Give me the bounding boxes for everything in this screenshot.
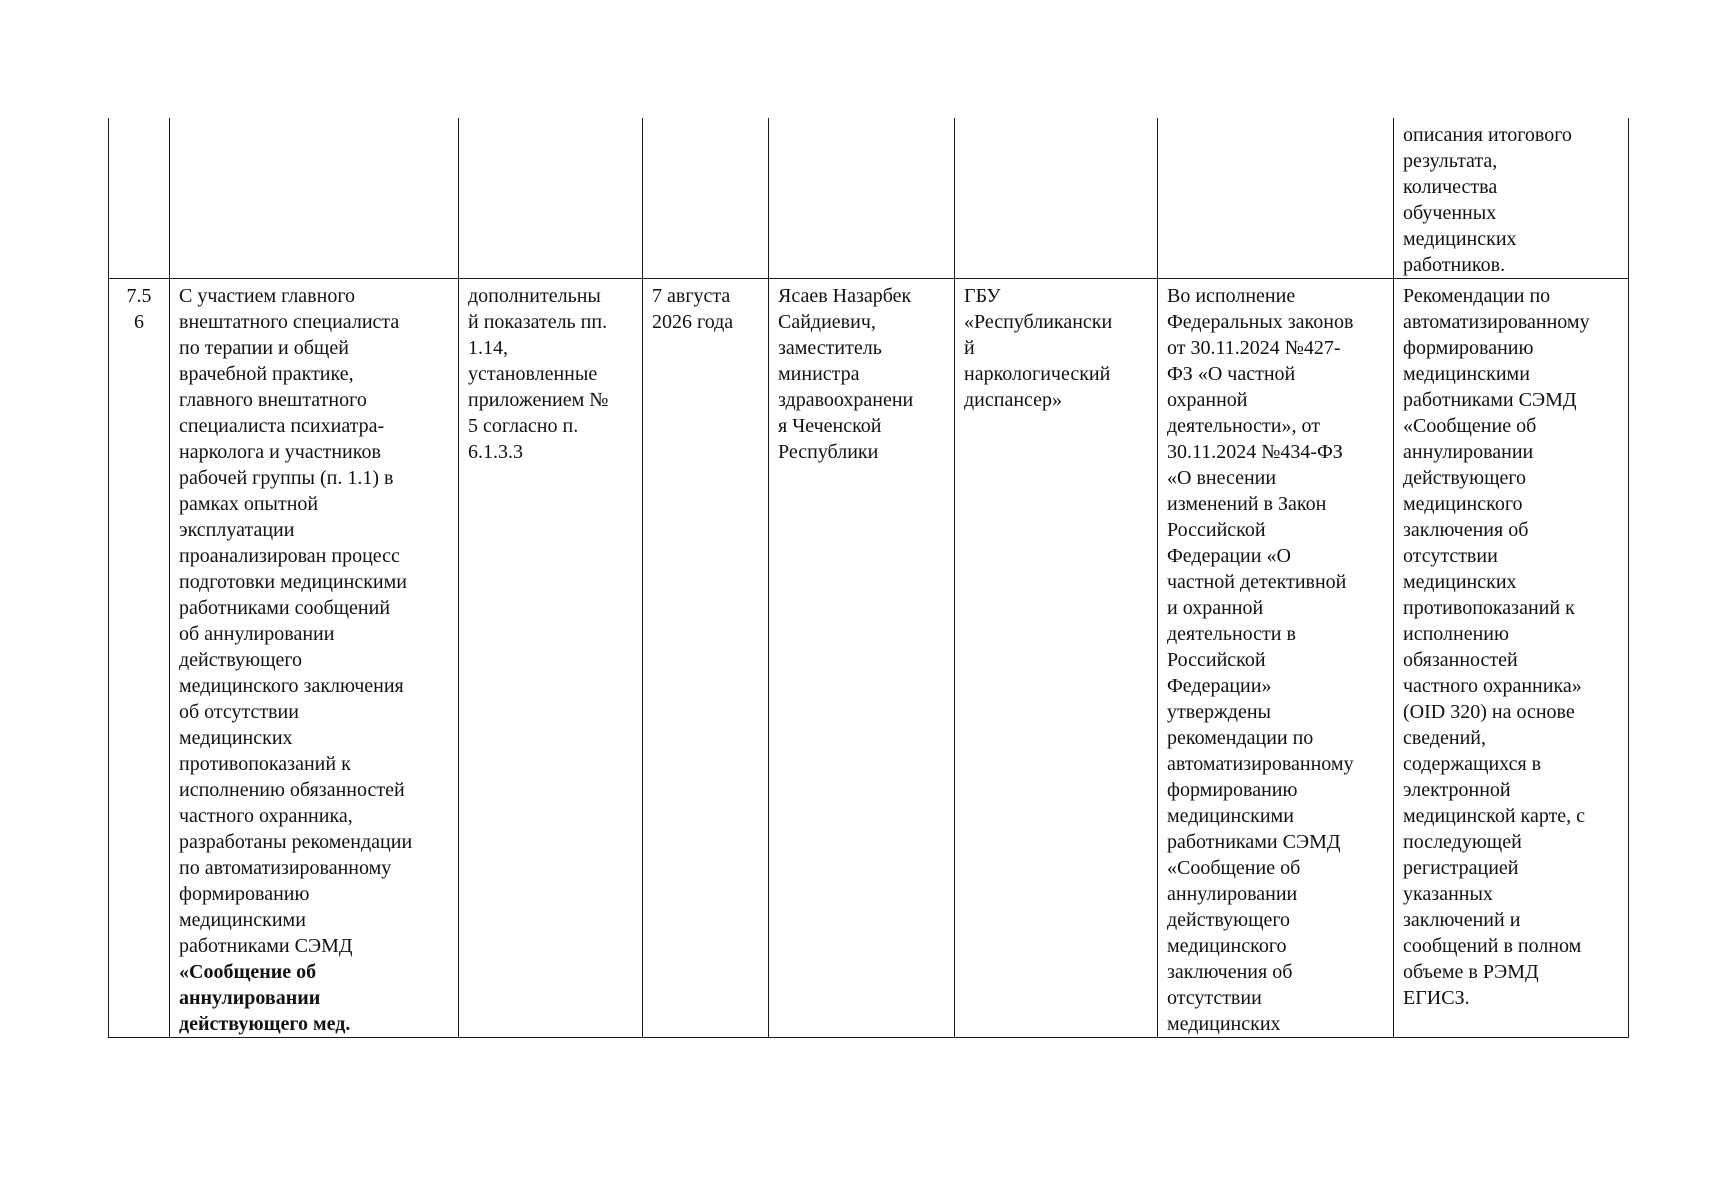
text-line: действующего bbox=[1403, 467, 1527, 489]
text-line: аннулировании bbox=[179, 987, 321, 1009]
cell-indicator bbox=[459, 279, 643, 1038]
text-line: здравоохранени bbox=[778, 389, 914, 411]
text-line: противопоказаний к bbox=[179, 753, 351, 775]
text-line: заключения об bbox=[1167, 961, 1293, 983]
text-line: приложением № bbox=[468, 389, 609, 411]
cell-result-continuation bbox=[1394, 118, 1629, 279]
text-line: формированию bbox=[1167, 779, 1298, 801]
text-line: результата, bbox=[1403, 150, 1498, 172]
cell-organization bbox=[955, 279, 1158, 1038]
cell-basis bbox=[1158, 279, 1394, 1038]
text-line: Федерации «О bbox=[1167, 545, 1291, 567]
text-line: регистрацией bbox=[1403, 857, 1519, 879]
text-line: деятельности», от bbox=[1167, 415, 1320, 437]
text-line: 1.14, bbox=[468, 337, 508, 359]
text-line: указанных bbox=[1403, 883, 1493, 905]
text-line: «Республикански bbox=[964, 311, 1113, 333]
text-line: и охранной bbox=[1167, 597, 1264, 619]
text-line: формированию bbox=[179, 883, 310, 905]
text-line: отсутствии bbox=[1403, 545, 1498, 567]
text-line: Федерации» bbox=[1167, 675, 1272, 697]
text-line: й показатель пп. bbox=[468, 311, 608, 333]
cell-basis-empty bbox=[1158, 118, 1394, 279]
text-line: медицинскими bbox=[1167, 805, 1294, 827]
text-line: Российской bbox=[1167, 519, 1266, 541]
cell-indicator-empty bbox=[459, 118, 643, 279]
text-line: работников. bbox=[1403, 254, 1506, 276]
text-line: «Сообщение об bbox=[1167, 857, 1301, 879]
text-line: от 30.11.2024 №427- bbox=[1167, 337, 1341, 359]
text-line: изменений в Закон bbox=[1167, 493, 1327, 515]
text-line: по автоматизированному bbox=[179, 857, 392, 879]
text-line: утверждены bbox=[1167, 701, 1271, 723]
text-line: рамках опытной bbox=[179, 493, 319, 515]
text-line: медицинского bbox=[1167, 935, 1287, 957]
text-line: сведений, bbox=[1403, 727, 1486, 749]
table-row-7-5-6 bbox=[109, 279, 1629, 1038]
text-line: действующего мед. bbox=[179, 1013, 351, 1035]
text-line: по терапии и общей bbox=[179, 337, 349, 359]
text-line: Республики bbox=[778, 441, 879, 463]
text-line: обязанностей bbox=[1403, 649, 1518, 671]
cell-number-empty bbox=[109, 118, 170, 279]
text-line: 7.5 bbox=[126, 285, 152, 307]
text-line: врачебной практике, bbox=[179, 363, 354, 385]
text-line: работниками СЭМД bbox=[1167, 831, 1341, 853]
text-line: установленные bbox=[468, 363, 598, 385]
text-line: работниками СЭМД bbox=[1403, 389, 1577, 411]
text-line: автоматизированному bbox=[1167, 753, 1354, 775]
text-line: действующего bbox=[1167, 909, 1291, 931]
text-line: Сайдиевич, bbox=[778, 311, 876, 333]
text-line: 6 bbox=[134, 311, 144, 333]
text-line: эксплуатации bbox=[179, 519, 295, 541]
text-line: содержащихся в bbox=[1403, 753, 1542, 775]
text-line: количества bbox=[1403, 176, 1498, 198]
description-bold-text bbox=[179, 959, 449, 1037]
cell-date-empty bbox=[643, 118, 769, 279]
text-line: диспансер» bbox=[964, 389, 1063, 411]
text-line: описания итогового bbox=[1403, 124, 1572, 146]
text-line: специалиста психиатра- bbox=[179, 415, 385, 437]
text-line: частного охранника» bbox=[1403, 675, 1582, 697]
text-line: медицинскими bbox=[179, 909, 306, 931]
text-line: действующего bbox=[179, 649, 303, 671]
text-line: Рекомендации по bbox=[1403, 285, 1551, 307]
text-line: заключения об bbox=[1403, 519, 1529, 541]
cell-responsible bbox=[769, 279, 955, 1038]
text-line: медицинской карте, с bbox=[1403, 805, 1586, 827]
text-line: ГБУ bbox=[964, 285, 1001, 307]
text-line: деятельности в bbox=[1167, 623, 1296, 645]
text-line: 5 согласно п. bbox=[468, 415, 579, 437]
cell-description-empty bbox=[170, 118, 459, 279]
text-line: разработаны рекомендации bbox=[179, 831, 413, 853]
text-line: подготовки медицинскими bbox=[179, 571, 407, 593]
text-line: электронной bbox=[1403, 779, 1511, 801]
cell-organization-empty bbox=[955, 118, 1158, 279]
text-line: обученных bbox=[1403, 202, 1497, 224]
text-line: последующей bbox=[1403, 831, 1522, 853]
text-line: медицинскими bbox=[1403, 363, 1530, 385]
text-line: С участием главного bbox=[179, 285, 356, 307]
cell-result bbox=[1394, 279, 1629, 1038]
text-line: Ясаев Назарбек bbox=[778, 285, 912, 307]
text-line: внештатного специалиста bbox=[179, 311, 400, 333]
text-line: Федеральных законов bbox=[1167, 311, 1354, 333]
text-line: наркологический bbox=[964, 363, 1111, 385]
text-line: 6.1.3.3 bbox=[468, 441, 523, 463]
description-text bbox=[179, 283, 449, 959]
text-line: исполнению обязанностей bbox=[179, 779, 405, 801]
text-line: 2026 года bbox=[652, 311, 734, 333]
text-line: медицинских bbox=[179, 727, 293, 749]
text-line: отсутствии bbox=[1167, 987, 1262, 1009]
text-line: (OID 320) на основе bbox=[1403, 701, 1575, 723]
text-line: Российской bbox=[1167, 649, 1266, 671]
text-line: исполнению bbox=[1403, 623, 1509, 645]
text-line: «О внесении bbox=[1167, 467, 1277, 489]
text-line: объеме в РЭМД bbox=[1403, 961, 1539, 983]
text-line: медицинских bbox=[1403, 571, 1517, 593]
text-line: частного охранника, bbox=[179, 805, 353, 827]
text-line: формированию bbox=[1403, 337, 1534, 359]
text-line: работниками сообщений bbox=[179, 597, 391, 619]
text-line: охранной bbox=[1167, 389, 1248, 411]
text-line: заместитель bbox=[778, 337, 882, 359]
text-line: аннулировании bbox=[1403, 441, 1534, 463]
text-line: автоматизированному bbox=[1403, 311, 1590, 333]
text-line: Во исполнение bbox=[1167, 285, 1296, 307]
text-line: заключений и bbox=[1403, 909, 1521, 931]
cell-responsible-empty bbox=[769, 118, 955, 279]
text-line: частной детективной bbox=[1167, 571, 1347, 593]
text-line: 30.11.2024 №434-ФЗ bbox=[1167, 441, 1343, 463]
text-line: 7 августа bbox=[652, 285, 731, 307]
text-line: я Чеченской bbox=[778, 415, 882, 437]
text-line: рекомендации по bbox=[1167, 727, 1314, 749]
text-line: дополнительны bbox=[468, 285, 601, 307]
text-line: об отсутствии bbox=[179, 701, 299, 723]
text-line: сообщений в полном bbox=[1403, 935, 1582, 957]
text-line: медицинского bbox=[1403, 493, 1523, 515]
text-line: ФЗ «О частной bbox=[1167, 363, 1296, 385]
text-line: об аннулировании bbox=[179, 623, 335, 645]
text-line: «Сообщение об bbox=[179, 961, 317, 983]
text-line: нарколога и участников bbox=[179, 441, 381, 463]
text-line: ЕГИСЗ. bbox=[1403, 987, 1470, 1009]
text-line: главного внештатного bbox=[179, 389, 367, 411]
text-line: аннулировании bbox=[1167, 883, 1298, 905]
text-line: й bbox=[964, 337, 975, 359]
text-line: медицинских bbox=[1403, 228, 1517, 250]
text-line: рабочей группы (п. 1.1) в bbox=[179, 467, 394, 489]
cell-number bbox=[109, 279, 170, 1038]
text-line: медицинского заключения bbox=[179, 675, 404, 697]
text-line: медицинских bbox=[1167, 1013, 1281, 1035]
text-line: противопоказаний к bbox=[1403, 597, 1575, 619]
measures-table bbox=[108, 118, 1629, 1038]
cell-description bbox=[170, 279, 459, 1038]
table-row-continuation bbox=[109, 118, 1629, 279]
text-line: «Сообщение об bbox=[1403, 415, 1537, 437]
text-line: работниками СЭМД bbox=[179, 935, 353, 957]
text-line: проанализирован процесс bbox=[179, 545, 400, 567]
text-line: министра bbox=[778, 363, 860, 385]
cell-date bbox=[643, 279, 769, 1038]
